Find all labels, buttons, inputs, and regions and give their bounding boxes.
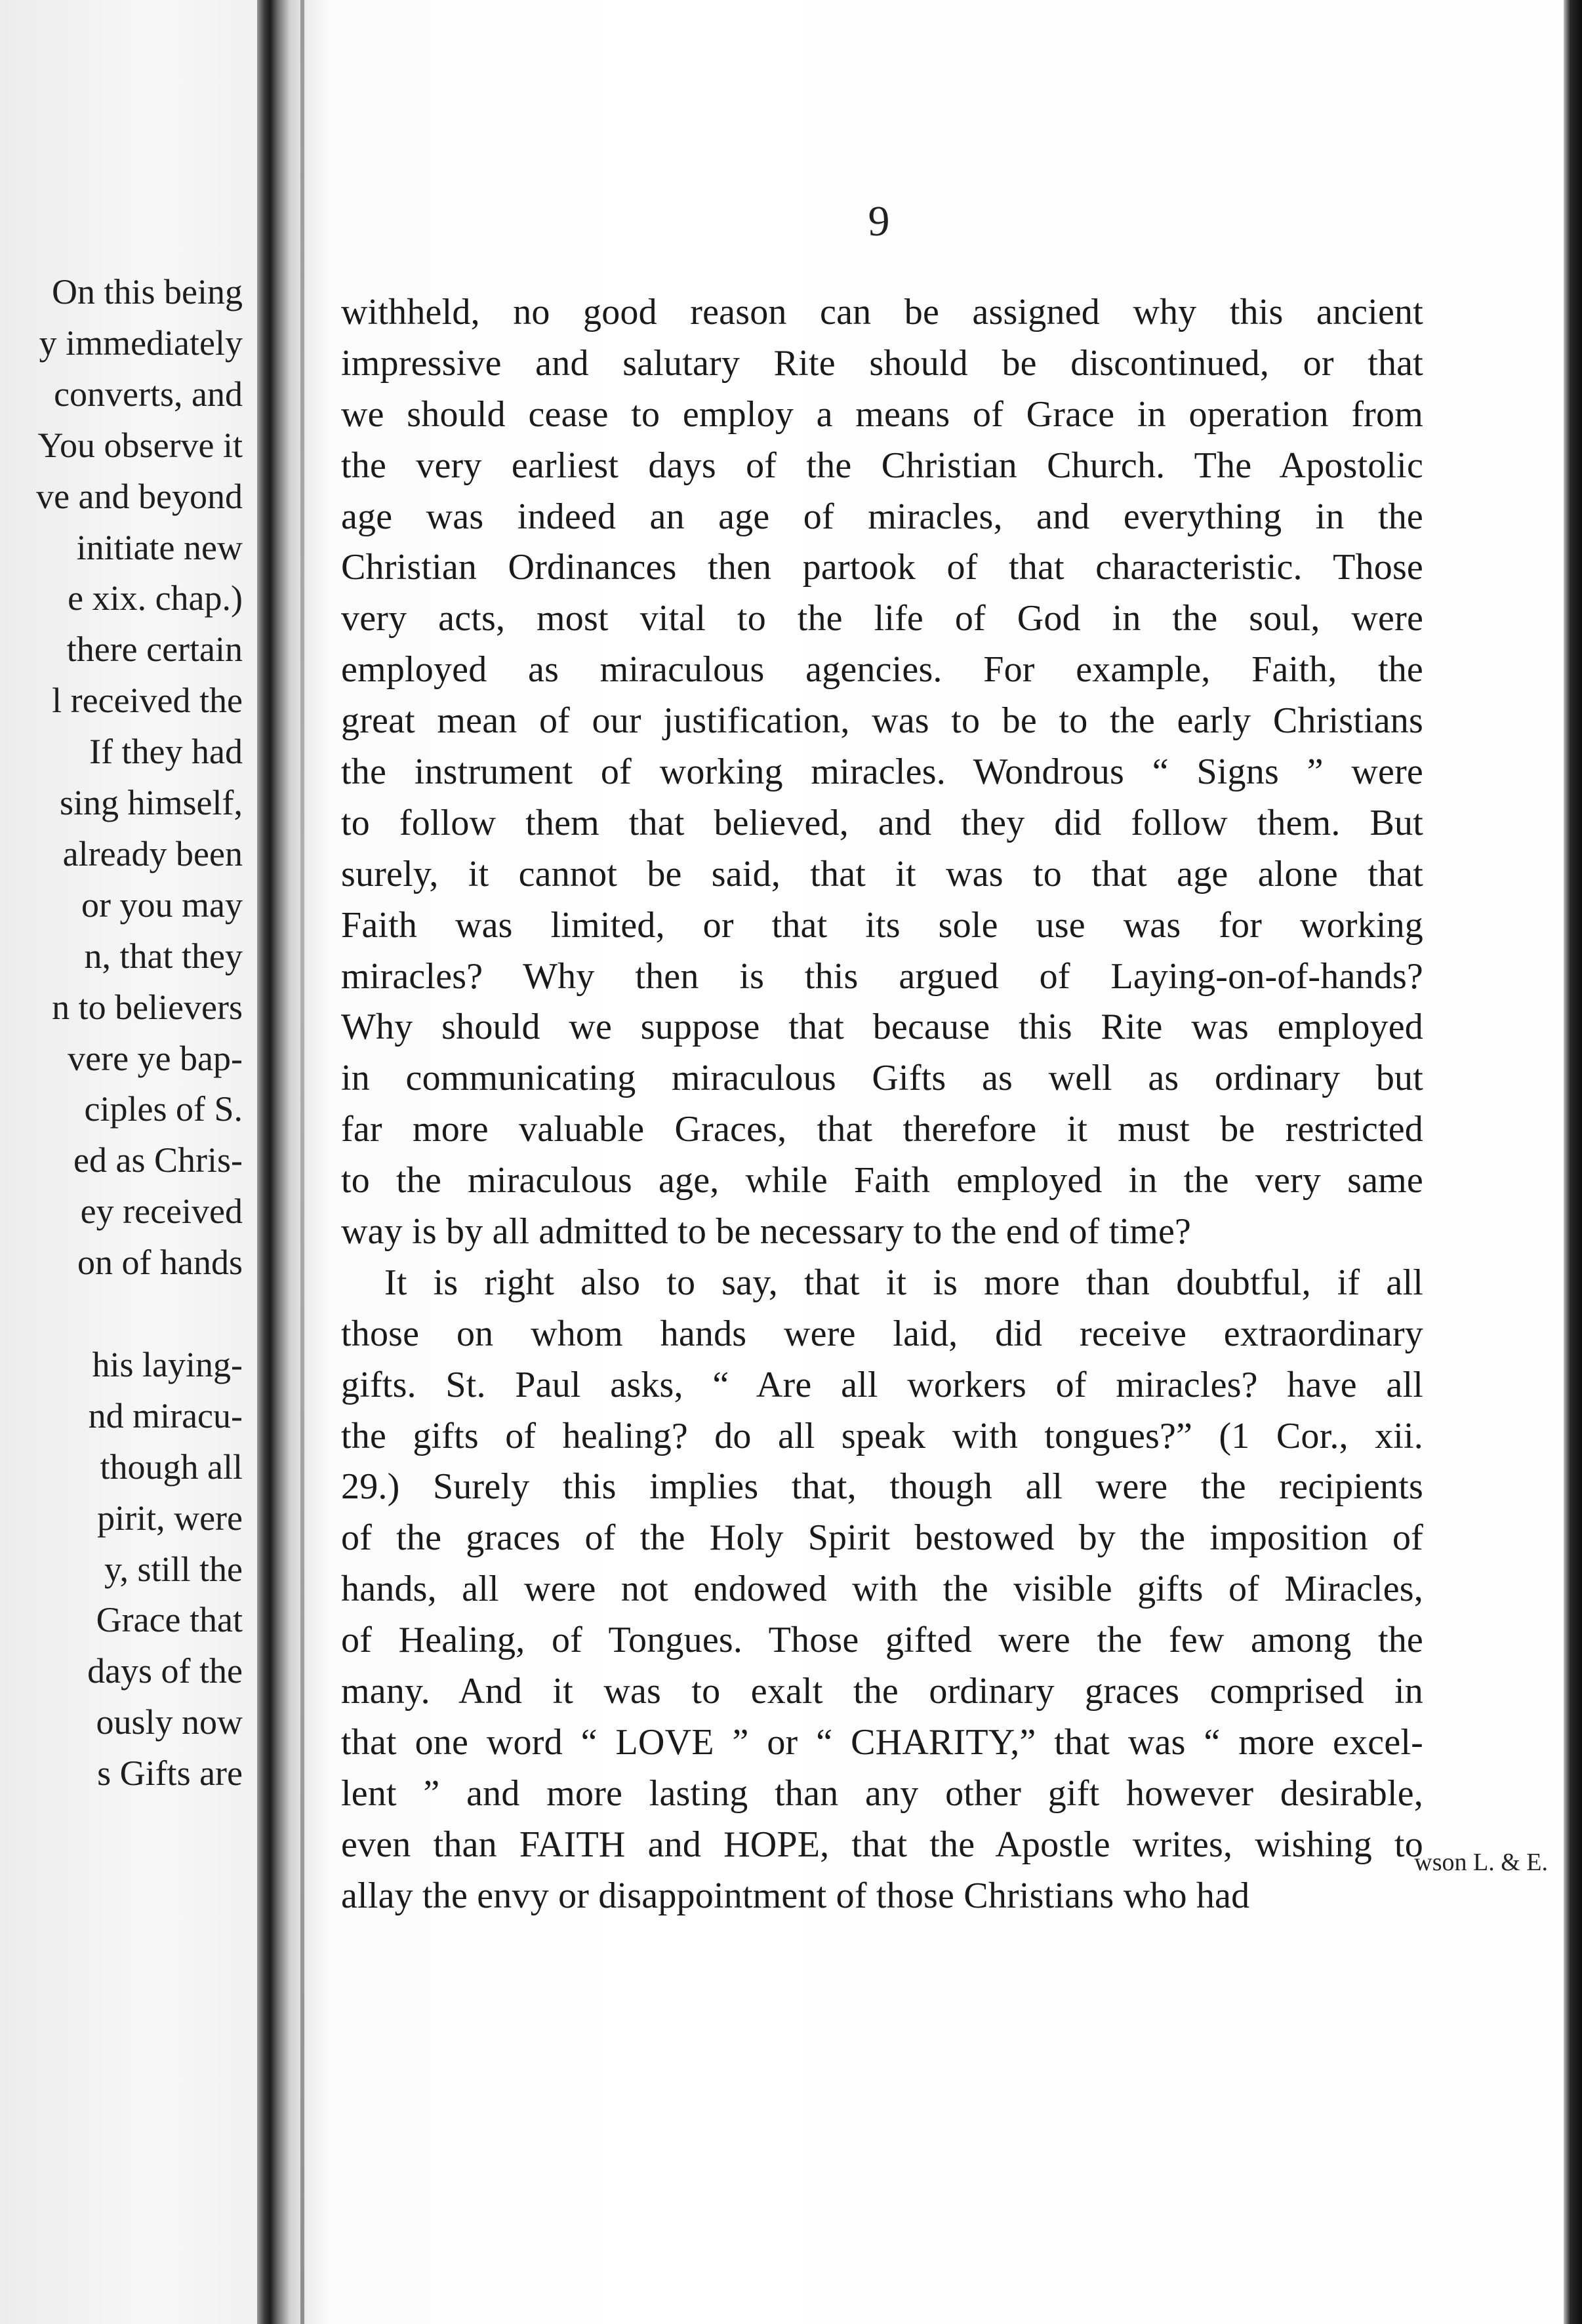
facing-page-line: ciples of S. bbox=[84, 1089, 243, 1129]
page-number: 9 bbox=[868, 197, 890, 245]
text-line: allay the envy or disappointment of those Christians who had bbox=[341, 1875, 1250, 1916]
text-line: gifts. St. Paul asks, “ Are all workers of miracles? have all bbox=[341, 1364, 1423, 1405]
text-line: even than FAITH and HOPE, that the Apostle writes, wishing to bbox=[341, 1824, 1423, 1865]
facing-page-line: y, still the bbox=[104, 1549, 243, 1589]
text-line: withheld, no good reason can be assigned why this ancient bbox=[341, 292, 1423, 332]
facing-page-fragment bbox=[0, 0, 257, 2324]
body-text bbox=[341, 287, 1423, 1922]
facing-page-line: days of the bbox=[87, 1651, 243, 1691]
facing-page-line: converts, and bbox=[54, 374, 243, 414]
facing-page-line: n to believers bbox=[52, 987, 243, 1027]
facing-page-line: n, that they bbox=[84, 936, 243, 976]
binding-line bbox=[300, 0, 304, 2324]
text-line: of the graces of the Holy Spirit bestowed by the imposition of bbox=[341, 1517, 1423, 1559]
facing-page-line: ve and beyond bbox=[36, 476, 243, 516]
facing-page-line: nd miracu- bbox=[88, 1395, 243, 1435]
text-line: 29.) Surely this implies that, though all were the recipients bbox=[341, 1466, 1423, 1508]
facing-page-line: e xix. chap.) bbox=[68, 578, 243, 618]
facing-page-line: s Gifts are bbox=[97, 1753, 243, 1793]
text-line: lent ” and more lasting than any other gift however desirable, bbox=[341, 1773, 1423, 1814]
text-line: of Healing, of Tongues. Those gifted were the few among the bbox=[341, 1620, 1423, 1661]
facing-page-line: If they had bbox=[89, 732, 243, 772]
facing-page-line: Grace that bbox=[96, 1600, 243, 1640]
text-line: the gifts of healing? do all speak with tongues?” (1 Cor., xii. bbox=[341, 1415, 1423, 1456]
text-line: way is by all admitted to be necessary to the end of time? bbox=[341, 1211, 1192, 1252]
facing-page-line: ed as Chris- bbox=[73, 1140, 243, 1180]
text-line: the very earliest days of the Christian Church. The Apostolic bbox=[341, 445, 1423, 486]
facing-page-line: on of hands bbox=[77, 1243, 243, 1283]
text-line: the instrument of working miracles. Wondrous “ Signs ” were bbox=[341, 751, 1423, 793]
text-line: surely, it cannot be said, that it was to that age alone that bbox=[341, 853, 1423, 894]
text-line: we should cease to employ a means of Grace in operation from bbox=[341, 393, 1423, 435]
facing-page-line: pirit, were bbox=[97, 1498, 243, 1538]
text-line: impressive and salutary Rite should be discontinued, or that bbox=[341, 342, 1423, 384]
facing-page-line: ey received bbox=[80, 1192, 243, 1232]
text-line: many. And it was to exalt the ordinary graces comprised in bbox=[341, 1671, 1423, 1712]
text-line: great mean of our justification, was to be to the early Christians bbox=[341, 700, 1423, 742]
text-line: employed as miraculous agencies. For example, Faith, the bbox=[341, 649, 1423, 691]
text-line: hands, all were not endowed with the visible gifts of Miracles, bbox=[341, 1569, 1423, 1610]
text-line: to the miraculous age, while Faith employed in the very same bbox=[341, 1160, 1423, 1201]
facing-page-line: vere ye bap- bbox=[68, 1038, 243, 1078]
text-line: It is right also to say, that it is more than doubtful, if all bbox=[384, 1262, 1423, 1303]
facing-page-line: there certain bbox=[66, 630, 243, 670]
text-line: far more valuable Graces, that therefore it must be restricted bbox=[341, 1109, 1423, 1150]
text-line: that one word “ LOVE ” or “ CHARITY,” that was “ more excel- bbox=[341, 1721, 1423, 1763]
text-line: age was indeed an age of miracles, and everything in the bbox=[341, 496, 1423, 537]
facing-page-line: ously now bbox=[96, 1702, 243, 1742]
facing-page-line: l received the bbox=[52, 681, 243, 721]
text-line: very acts, most vital to the life of God in the soul, were bbox=[341, 598, 1423, 639]
text-line: Christian Ordinances then partook of that characteristic. Those bbox=[341, 547, 1423, 588]
facing-page-line: You observe it bbox=[37, 425, 243, 465]
text-line: miracles? Why then is this argued of Laying-on-of-hands? bbox=[341, 955, 1423, 997]
book-gutter-shadow bbox=[257, 0, 329, 2324]
text-line: Why should we suppose that because this Rite was employed bbox=[341, 1007, 1423, 1048]
text-line: in communicating miraculous Gifts as well as ordinary but bbox=[341, 1058, 1423, 1099]
facing-page-line: initiate new bbox=[76, 527, 243, 567]
page-edge-shadow bbox=[1564, 0, 1582, 2324]
text-line: to follow them that believed, and they did follow them. But bbox=[341, 802, 1423, 843]
facing-page-line: sing himself, bbox=[60, 783, 243, 822]
text-line: Faith was limited, or that its sole use was for working bbox=[341, 904, 1423, 946]
facing-page-line: his laying- bbox=[92, 1344, 243, 1384]
facing-page-line: On this being bbox=[52, 272, 243, 311]
facing-page-footer: wson L. & E. bbox=[1414, 1849, 1548, 1876]
facing-page-line: or you may bbox=[81, 885, 243, 925]
text-line: those on whom hands were laid, did receive extraordinary bbox=[341, 1313, 1423, 1354]
facing-page-line: y immediately bbox=[39, 323, 243, 363]
facing-page-line: though all bbox=[100, 1447, 243, 1487]
facing-page-line: already been bbox=[62, 833, 243, 873]
